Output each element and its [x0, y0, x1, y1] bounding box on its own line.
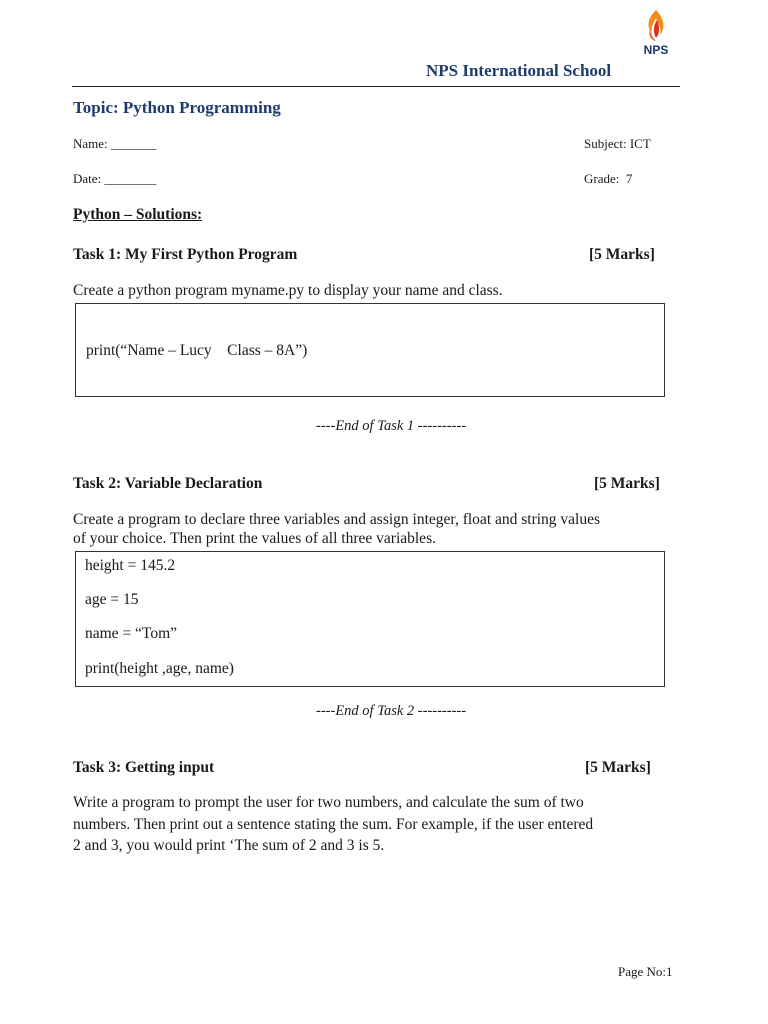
topic-heading: Topic: Python Programming [73, 98, 281, 117]
header-divider [72, 86, 680, 87]
task3-marks: [5 Marks] [585, 759, 651, 776]
task1-code-line: print(“Name – Lucy Class – 8A”) [86, 342, 308, 359]
task3-description-line: numbers. Then print out a sentence stating the sum. For example, if the user entered [73, 816, 594, 833]
task2-marks: [5 Marks] [594, 475, 660, 492]
school-name: NPS International School [426, 61, 612, 80]
task2-end-marker: ----End of Task 2 ---------- [316, 703, 467, 719]
task2-code-line: height = 145.2 [85, 557, 176, 574]
logo-text: NPS [643, 43, 669, 57]
task2-title: Task 2: Variable Declaration [73, 475, 263, 492]
school-logo [636, 8, 676, 58]
task2-code-line: name = “Tom” [85, 625, 178, 642]
name-field-label: Name: _______ [73, 136, 157, 151]
task2-code-box [75, 551, 665, 687]
task3-description-line: Write a program to prompt the user for two numbers, and calculate the sum of two [73, 794, 584, 811]
task1-description: Create a python program myname.py to display your name and class. [73, 282, 503, 299]
task2-description-line: of your choice. Then print the values of all three variables. [73, 530, 436, 547]
task1-marks: [5 Marks] [589, 246, 655, 263]
task3-description-line: 2 and 3, you would print ‘The sum of 2 and 3 is 5. [73, 837, 385, 854]
grade-label: Grade: 7 [584, 171, 633, 186]
task2-description-line: Create a program to declare three variables and assign integer, float and string values [73, 511, 601, 528]
page-number: Page No:1 [618, 964, 673, 979]
task1-end-marker: ----End of Task 1 ---------- [316, 418, 467, 434]
task1-title: Task 1: My First Python Program [73, 246, 298, 263]
section-title: Python – Solutions: [73, 206, 203, 223]
task3-title: Task 3: Getting input [73, 759, 215, 776]
task1-code-box [75, 303, 665, 397]
flame-icon [636, 8, 676, 44]
task2-code-line: age = 15 [85, 591, 139, 608]
date-field-label: Date: ________ [73, 171, 157, 186]
subject-label: Subject: ICT [584, 136, 651, 151]
task2-code-line: print(height ,age, name) [85, 660, 234, 677]
